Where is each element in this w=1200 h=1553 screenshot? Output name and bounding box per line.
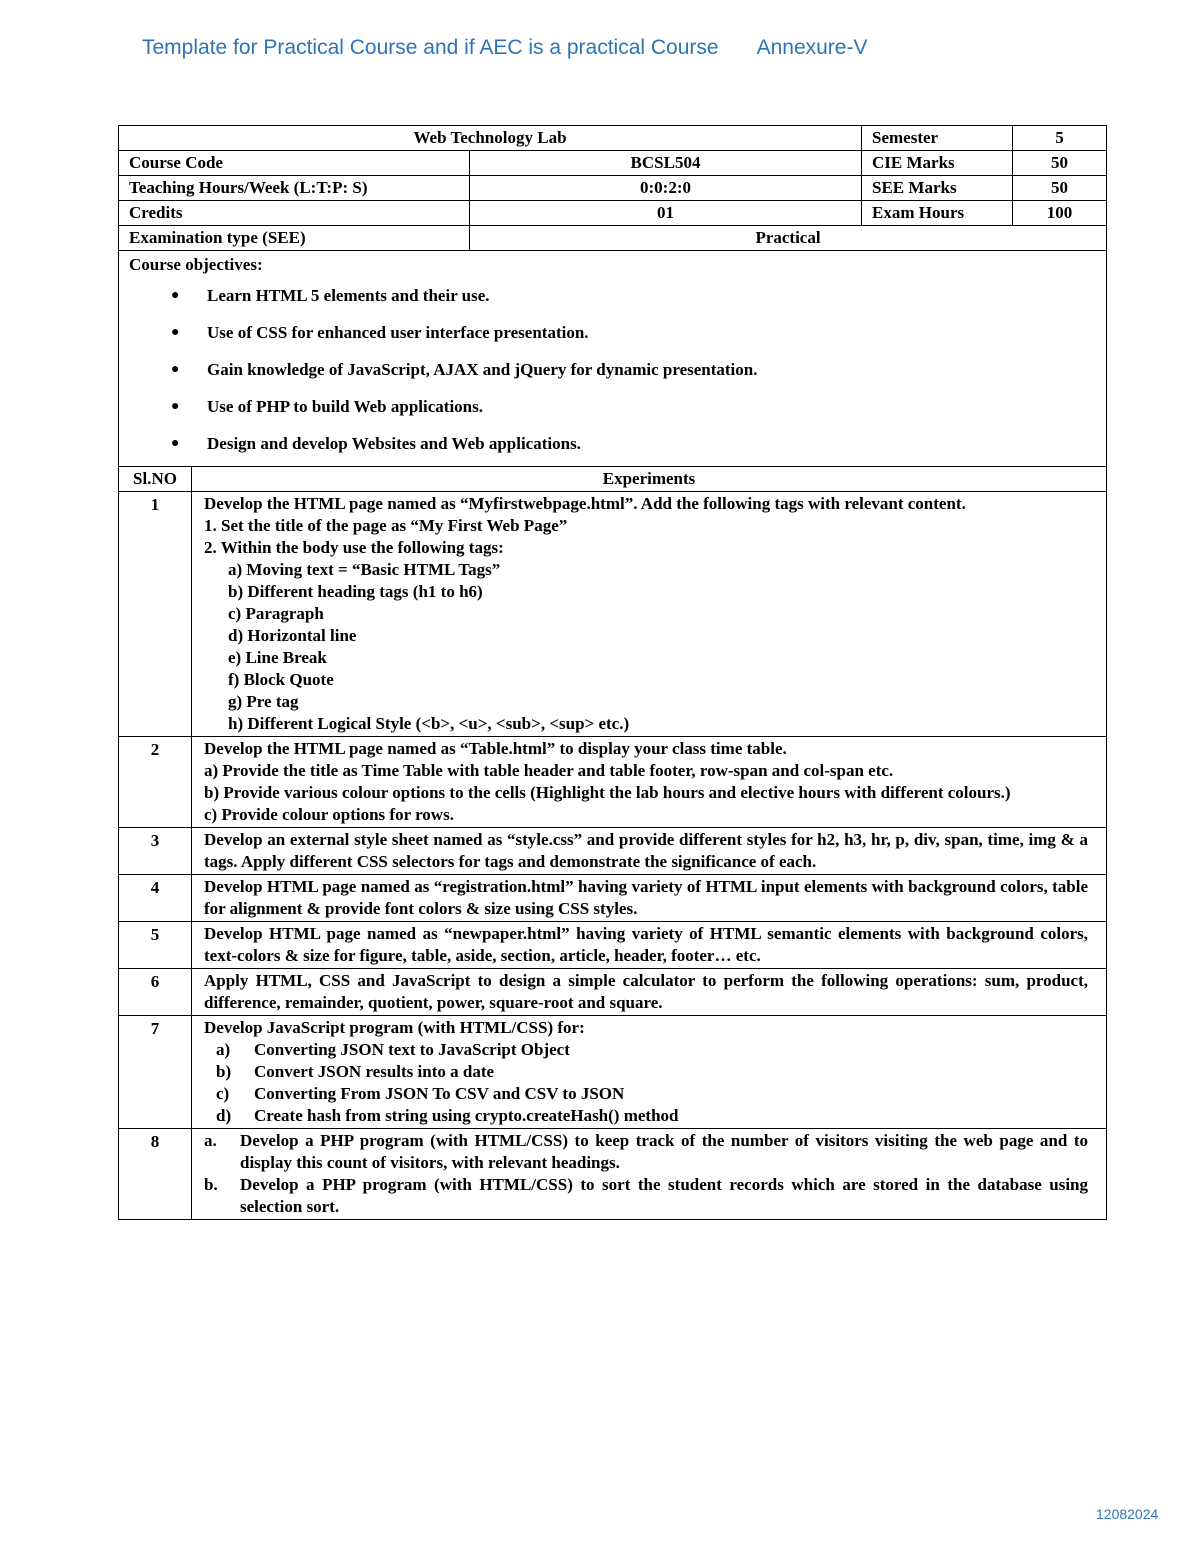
experiment-number: 8	[119, 1129, 192, 1220]
experiment-number: 6	[119, 969, 192, 1016]
experiment-text: 2. Within the body use the following tags:	[204, 538, 504, 557]
experiment-subitem	[204, 1083, 1088, 1105]
experiment-subitem: h) Different Logical Style (<b>, <u>, <sub>, <sup> etc.)	[228, 714, 630, 733]
document-code: 12082024	[1096, 1506, 1159, 1522]
subitem-text: Develop a PHP program (with HTML/CSS) to sort the student records which are stored in the database using selection sort.	[240, 1175, 1089, 1216]
subitem-text: Develop a PHP program (with HTML/CSS) to keep track of the number of visitors visiting the web page and to display this count of visitors, with relevant headings.	[240, 1131, 1089, 1172]
experiment-row-5	[119, 922, 1107, 969]
experiment-description: Apply HTML, CSS and JavaScript to design a simple calculator to perform the following operations: sum, product, difference, remainder, quotient, power, square-root and square.	[192, 969, 1107, 1016]
experiments-header-row	[119, 467, 1107, 492]
subitem-text: Converting From JSON To CSV and CSV to JSON	[254, 1084, 625, 1103]
experiment-row-4	[119, 875, 1107, 922]
objective-item: ● Design and develop Websites and Web applications.	[129, 425, 1096, 462]
subitem-text: Create hash from string using crypto.createHash() method	[254, 1106, 679, 1125]
template-title: Template for Practical Course and if AEC is a practical Course	[142, 36, 719, 59]
cie-marks-label: CIE Marks	[862, 151, 1013, 176]
experiment-subitem: f) Block Quote	[228, 670, 334, 689]
credits-value: 01	[470, 201, 862, 226]
subitem-label: b)	[216, 1062, 232, 1081]
experiment-subitem: d) Horizontal line	[228, 626, 357, 645]
objective-item: ● Use of CSS for enhanced user interface presentation.	[129, 314, 1096, 351]
experiment-description: Develop HTML page named as “registration.html” having variety of HTML input elements with background colors, table for alignment & provide font colors & size using CSS styles.	[192, 875, 1107, 922]
row-teaching-hours	[119, 176, 1107, 201]
subitem-label: a)	[216, 1040, 231, 1059]
subitem-text: Converting JSON text to JavaScript Object	[254, 1040, 570, 1059]
experiment-text: 1. Set the title of the page as “My First Web Page”	[204, 516, 568, 535]
course-code-value: BCSL504	[470, 151, 862, 176]
row-title	[119, 126, 1107, 151]
experiment-number: 1	[119, 492, 192, 737]
objective-item: ● Gain knowledge of JavaScript, AJAX and jQuery for dynamic presentation.	[129, 351, 1096, 388]
experiment-subitem: b) Different heading tags (h1 to h6)	[228, 582, 483, 601]
objectives-title: Course objectives:	[129, 255, 263, 274]
experiment-subitem: g) Pre tag	[228, 692, 299, 711]
course-code-label: Course Code	[119, 151, 470, 176]
experiment-number: 3	[119, 828, 192, 875]
subitem-label: a.	[204, 1131, 217, 1150]
exam-type-label: Examination type (SEE)	[119, 226, 470, 251]
course-table	[118, 125, 1107, 1220]
experiment-row-1	[119, 492, 1107, 737]
experiment-subitem: a) Provide the title as Time Table with table header and table footer, row-span and col-span etc.	[204, 761, 894, 780]
experiment-description	[192, 737, 1107, 828]
experiment-subitem: c) Paragraph	[228, 604, 324, 623]
experiment-subitem	[204, 1061, 1088, 1083]
experiment-row-3	[119, 828, 1107, 875]
teaching-hours-label: Teaching Hours/Week (L:T:P: S)	[119, 176, 470, 201]
experiment-subitem	[204, 1039, 1088, 1061]
semester-label: Semester	[862, 126, 1013, 151]
experiment-text: Develop the HTML page named as “Table.html” to display your class time table.	[204, 739, 787, 758]
exam-hours-value: 100	[1013, 201, 1107, 226]
teaching-hours-value: 0:0:2:0	[470, 176, 862, 201]
experiment-row-7	[119, 1016, 1107, 1129]
see-marks-label: SEE Marks	[862, 176, 1013, 201]
experiment-description: Develop HTML page named as “newpaper.html” having variety of HTML semantic elements with background colors, text-colors & size for figure, table, aside, section, article, header, footer… etc.	[192, 922, 1107, 969]
experiment-subitem	[204, 1130, 1088, 1174]
experiment-subitem: e) Line Break	[228, 648, 327, 667]
objective-item: ● Use of PHP to build Web applications.	[129, 388, 1096, 425]
semester-value: 5	[1013, 126, 1107, 151]
subitem-text: Convert JSON results into a date	[254, 1062, 495, 1081]
row-exam-type	[119, 226, 1107, 251]
experiment-number: 7	[119, 1016, 192, 1129]
exam-hours-label: Exam Hours	[862, 201, 1013, 226]
experiment-text: Develop JavaScript program (with HTML/CSS) for:	[204, 1018, 585, 1037]
experiment-row-8	[119, 1129, 1107, 1220]
experiment-number: 2	[119, 737, 192, 828]
experiment-description	[192, 1129, 1107, 1220]
experiment-description	[192, 1016, 1107, 1129]
experiment-number: 4	[119, 875, 192, 922]
exam-type-value: Practical	[470, 226, 1107, 251]
subitem-label: b.	[204, 1175, 218, 1194]
credits-label: Credits	[119, 201, 470, 226]
experiment-row-6	[119, 969, 1107, 1016]
experiment-subitem: a) Moving text = “Basic HTML Tags”	[228, 560, 501, 579]
row-credits	[119, 201, 1107, 226]
row-course-code	[119, 151, 1107, 176]
experiment-subitem	[204, 1105, 1088, 1127]
experiment-description: Develop an external style sheet named as “style.css” and provide different styles for h2, h3, hr, p, div, span, time, img & a tags. Apply different CSS selectors for tags and demonstrate the significance of each.	[192, 828, 1107, 875]
experiments-header: Experiments	[192, 467, 1107, 492]
slno-header: Sl.NO	[119, 467, 192, 492]
experiment-text: Develop the HTML page named as “Myfirstwebpage.html”. Add the following tags with relevant content.	[204, 494, 966, 513]
experiment-subitem: c) Provide colour options for rows.	[204, 805, 454, 824]
objectives-list	[129, 277, 1096, 462]
annexure-label: Annexure-V	[756, 36, 868, 59]
experiment-description	[192, 492, 1107, 737]
cie-marks-value: 50	[1013, 151, 1107, 176]
course-title: Web Technology Lab	[119, 126, 862, 151]
objective-item: ● Learn HTML 5 elements and their use.	[129, 277, 1096, 314]
course-objectives	[119, 251, 1107, 467]
experiment-number: 5	[119, 922, 192, 969]
experiment-subitem: b) Provide various colour options to the cells (Highlight the lab hours and elective hours with different colours.)	[204, 783, 1011, 802]
see-marks-value: 50	[1013, 176, 1107, 201]
experiment-subitem	[204, 1174, 1088, 1218]
row-objectives	[119, 251, 1107, 467]
subitem-label: c)	[216, 1084, 230, 1103]
subitem-label: d)	[216, 1106, 232, 1125]
experiment-row-2	[119, 737, 1107, 828]
template-header	[142, 36, 867, 60]
